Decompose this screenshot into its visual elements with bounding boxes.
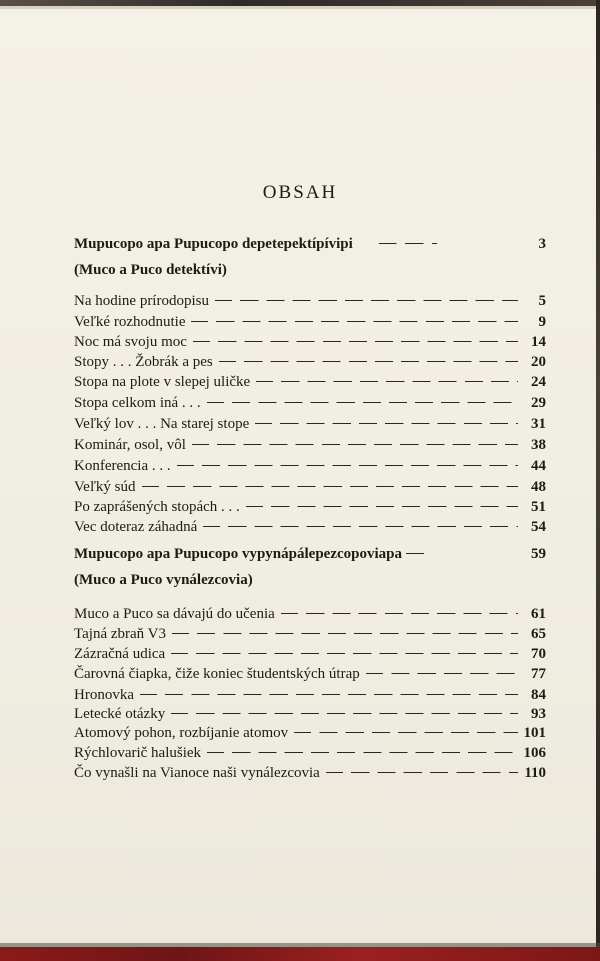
page-number: 51: [531, 499, 546, 515]
leader-dashes: [326, 772, 518, 774]
leader-dashes: [171, 653, 518, 655]
chapter-title: Letecké otázky: [74, 706, 166, 722]
leader-dashes: [219, 361, 518, 363]
leader-dashes: [246, 506, 518, 508]
chapter-title: Tajná zbraň V3: [74, 626, 166, 642]
toc-entry: [74, 413, 546, 435]
toc-entry: [74, 434, 546, 456]
page-number: 93: [531, 706, 546, 722]
leader-dashes: [193, 341, 518, 343]
toc-entry: [74, 643, 546, 665]
leader-dashes: [192, 444, 518, 446]
page-number: 77: [531, 666, 546, 682]
page-number: 48: [531, 479, 546, 495]
chapter-title: Vec doteraz záhadná: [74, 519, 198, 535]
chapter-title: Rýchlovarič halušiek: [74, 745, 202, 761]
chapter-title: Hronovka: [74, 687, 134, 703]
leader-dashes: [215, 300, 518, 302]
page-number: 29: [531, 395, 546, 411]
page-number: 106: [523, 745, 546, 761]
chapter-title: Na hodine prírodopisu: [74, 293, 209, 309]
leader-dashes: [294, 732, 517, 734]
toc-entry: [74, 623, 546, 645]
toc-entry: [74, 496, 546, 518]
section-subtitle: (Muco a Puco detektívi): [74, 262, 227, 278]
toc-entry: [74, 371, 546, 393]
chapter-title: Stopy . . . Žobrák a pes: [74, 354, 213, 370]
section-title: Mupucopo apa Pupucopo vypynápálepezcopoviapa: [74, 546, 402, 562]
toc-entry: [74, 516, 546, 538]
leader-dashes: [255, 423, 518, 425]
toc-entry: [74, 663, 546, 685]
leader-dashes: [207, 402, 518, 404]
chapter-title: Stopa celkom iná . . .: [74, 395, 201, 411]
leader-dashes: [256, 381, 518, 383]
section-entry: [74, 543, 546, 565]
toc-entry: [74, 331, 546, 353]
toc-entry: [74, 476, 546, 498]
toc-entry: [74, 722, 546, 744]
page-number: 65: [531, 626, 546, 642]
section-title: Mupucopo apa Pupucopo depetepektípívipi: [74, 236, 353, 252]
leader-dashes: [142, 486, 518, 488]
leader-dashes: [406, 553, 424, 555]
book-cover-edge: [0, 947, 600, 961]
leader-dashes: [207, 752, 517, 754]
leader-dashes: [281, 613, 518, 615]
leader-dashes: [171, 713, 518, 715]
toc-entry: [74, 311, 546, 333]
chapter-title: Konferencia . . .: [74, 458, 171, 474]
chapter-title: Čarovná čiapka, čiže koniec študentských útrap: [74, 666, 360, 682]
leader-dashes: [379, 243, 437, 245]
chapter-title: Veľký súd: [74, 479, 136, 495]
page-number: 44: [531, 458, 546, 474]
leader-dashes: [203, 526, 518, 528]
section-subtitle: (Muco a Puco vynálezcovia): [74, 572, 253, 588]
chapter-title: Kominár, osol, vôl: [74, 437, 186, 453]
page-number: 5: [538, 293, 546, 309]
page-number: 24: [531, 374, 546, 390]
chapter-title: Muco a Puco sa dávajú do učenia: [74, 606, 275, 622]
toc-entry: [74, 455, 546, 477]
chapter-title: Po zaprášených stopách . . .: [74, 499, 240, 515]
toc-entry: [74, 392, 546, 414]
page-number: 14: [531, 334, 546, 350]
contents-heading: OBSAH: [262, 182, 338, 203]
leader-dashes: [177, 465, 518, 467]
page-number: 20: [531, 354, 546, 370]
leader-dashes: [172, 633, 518, 635]
chapter-title: Veľký lov . . . Na starej stope: [74, 416, 250, 432]
toc-entry: [74, 351, 546, 373]
page-number: 101: [523, 725, 546, 741]
page-number: 59: [531, 546, 546, 562]
chapter-title: Noc má svoju moc: [74, 334, 187, 350]
chapter-title: Stopa na plote v slepej uličke: [74, 374, 251, 390]
leader-dashes: [191, 321, 518, 323]
page-number: 9: [538, 314, 546, 330]
leader-dashes: [366, 673, 518, 675]
page-number: 70: [531, 646, 546, 662]
page-number: 38: [531, 437, 546, 453]
page-number: 110: [524, 765, 546, 781]
page-edge-top-strip: [0, 6, 600, 9]
toc-entry: [74, 603, 546, 625]
page-number: 84: [531, 687, 546, 703]
toc-entry: [74, 762, 546, 784]
toc-entry: [74, 290, 546, 312]
chapter-title: Veľké rozhodnutie: [74, 314, 186, 330]
toc-entry: [74, 742, 546, 764]
chapter-title: Čo vynašli na Vianoce naši vynálezcovia: [74, 765, 320, 781]
page-number: 61: [531, 606, 546, 622]
page-number: 54: [531, 519, 546, 535]
page-number: 31: [531, 416, 546, 432]
leader-dashes: [140, 694, 518, 696]
page-edge-right: [596, 0, 600, 961]
chapter-title: Zázračná udica: [74, 646, 166, 662]
chapter-title: Atomový pohon, rozbíjanie atomov: [74, 725, 289, 741]
page-number: 3: [538, 236, 546, 252]
section-entry: [74, 233, 546, 255]
